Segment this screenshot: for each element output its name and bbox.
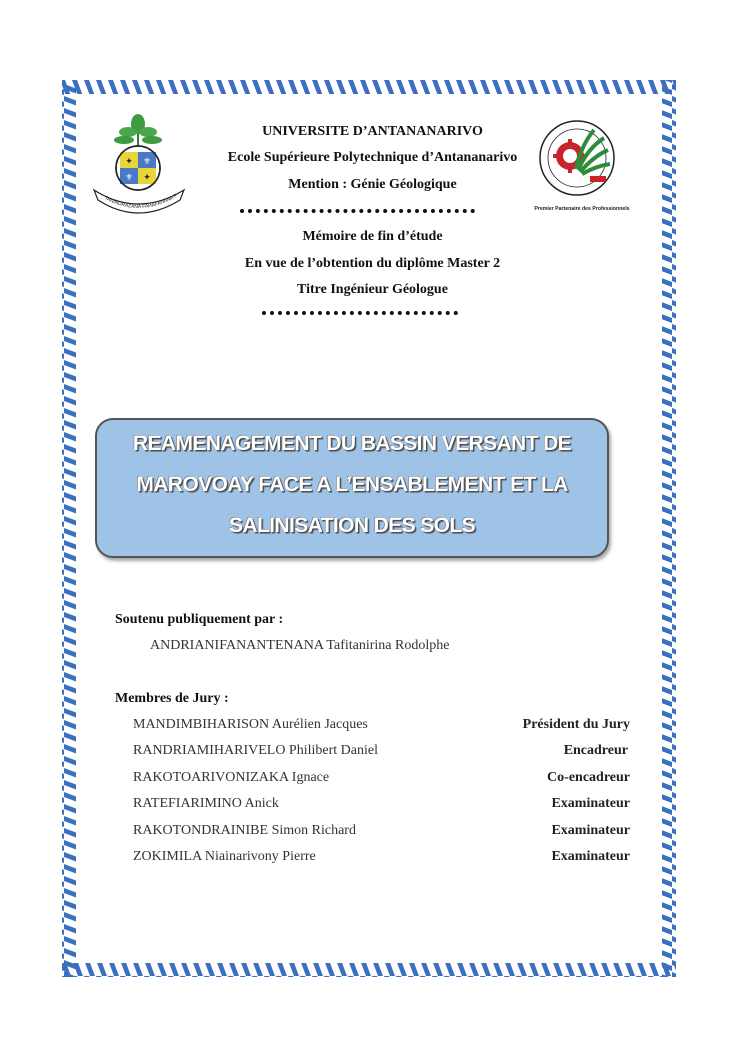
jury-member-role: Examinateur (551, 823, 630, 838)
jury-member-name: ZOKIMILA Niainarivony Pierre (133, 849, 316, 864)
svg-text:⚜: ⚜ (142, 157, 152, 167)
jury-label: Membres de Jury : (115, 691, 229, 706)
svg-text:✦: ✦ (125, 157, 133, 167)
jury-member-name: RAKOTOARIVONIZAKA Ignace (133, 770, 330, 785)
jury-member-role: Président du Jury (522, 717, 630, 732)
jury-member-name: RAKOTONDRAINIBE Simon Richard (133, 823, 356, 838)
thesis-title-line: MAROVOAY FACE A L’ENSABLEMENT ET LA (136, 473, 568, 496)
svg-text:⚜: ⚜ (124, 173, 134, 183)
thesis-title-box (95, 418, 609, 558)
espa-caption: Premier Partenaire des Professionnels (534, 206, 630, 212)
jury-member-role: Co-encadreur (547, 770, 630, 785)
header-divider-bottom (262, 311, 458, 315)
thesis-degree-title: Titre Ingénieur Géologue (297, 282, 448, 297)
defense-label: Soutenu publiquement par : (115, 612, 284, 627)
jury-member-name: RANDRIAMIHARIVELO Philibert Daniel (133, 743, 378, 758)
school-name: Ecole Supérieure Polytechnique d’Antananarivo (227, 150, 518, 165)
author-name: ANDRIANIFANANTENANA Tafitanirina Rodolphe (150, 638, 450, 653)
thesis-purpose: En vue de l’obtention du diplôme Master 2 (244, 256, 501, 271)
svg-text:✦: ✦ (143, 173, 151, 183)
jury-member-role: Encadreur (563, 743, 628, 758)
jury-member-name: MANDIMBIHARISON Aurélien Jacques (133, 717, 368, 732)
jury-member-role: Examinateur (551, 796, 630, 811)
jury-member-role: Examinateur (551, 849, 630, 864)
mention: Mention : Génie Géologique (288, 177, 457, 192)
header-divider-top (240, 209, 475, 213)
thesis-title-line: REAMENAGEMENT DU BASSIN VERSANT DE (132, 432, 572, 455)
jury-member-name: RATEFIARIMINO Anick (133, 796, 279, 811)
thesis-type: Mémoire de fin d’étude (302, 229, 443, 244)
thesis-title-line: SALINISATION DES SOLS (228, 514, 476, 537)
university-name: UNIVERSITE D’ANTANANARIVO (262, 124, 483, 139)
emblem-motto: TANINDRAZANA FAHAFAHANA F (103, 193, 179, 211)
